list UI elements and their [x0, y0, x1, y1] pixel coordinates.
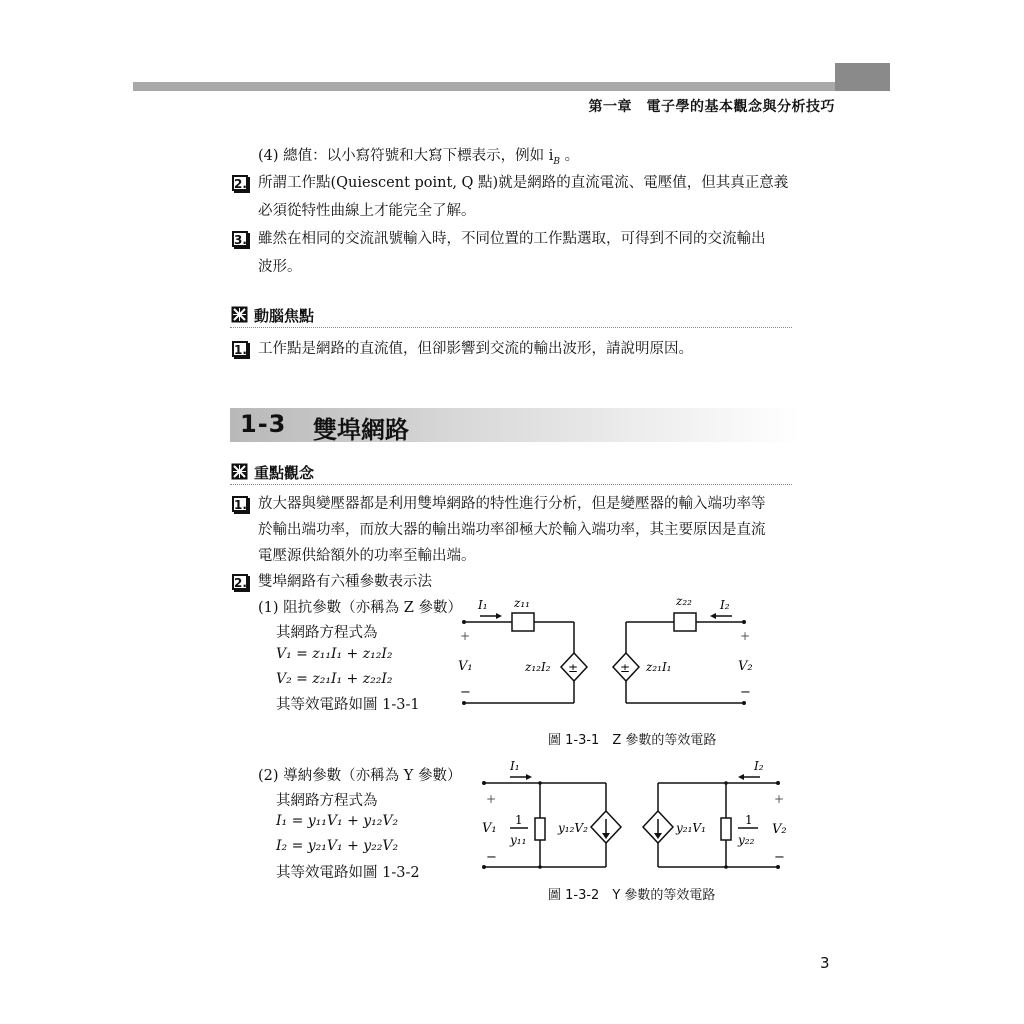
y-params-eq-intro: 其網路方程式為	[276, 793, 378, 809]
z-label-minus-left: −	[460, 685, 471, 700]
concept-1-number: 1.	[234, 498, 247, 512]
z-params-circuit	[450, 590, 770, 720]
concept-1-line-3: 電壓源供給額外的功率至輸出端。	[258, 548, 476, 564]
brainstorm-icon	[231, 306, 248, 323]
y-params-circuit	[470, 755, 800, 880]
z-label-plus-right: +	[740, 629, 751, 643]
chapter-title: 第一章 電子學的基本觀念與分析技巧	[588, 99, 835, 115]
y-label-y21v1: y₂₁V₁	[676, 821, 706, 835]
concept-2-line-1: 雙埠網路有六種參數表示法	[258, 574, 432, 590]
point-3-line-2: 波形。	[258, 259, 302, 275]
key-concepts-divider	[230, 484, 792, 485]
concept-2-number: 2.	[234, 576, 247, 590]
y-label-y22: y₂₂	[738, 833, 755, 847]
brainstorm-divider	[230, 327, 792, 328]
y-params-eq1: I₁ = y₁₁V₁ + y₁₂V₂	[276, 813, 399, 829]
z-params-heading: (1) 阻抗參數（亦稱為 Z 參數）	[258, 600, 462, 616]
concept-1-line-1: 放大器與變壓器都是利用雙埠網路的特性進行分析，但是變壓器的輸入端功率等	[258, 496, 766, 512]
z-params-eq2: V₂ = z₂₁I₁ + z₂₂I₂	[276, 671, 393, 687]
y-params-heading: (2) 導納參數（亦稱為 Y 參數）	[258, 768, 462, 784]
item-4: (4) 總值：以小寫符號和大寫下標表示，例如 $i_B$ 。	[258, 148, 580, 167]
brainstorm-title: 動腦焦點	[254, 307, 315, 325]
key-concepts-icon	[231, 463, 248, 480]
y-label-y11: y₁₁	[510, 833, 527, 847]
z-params-eq1: V₁ = z₁₁I₁ + z₁₂I₂	[276, 646, 393, 662]
section-number: 1-3	[240, 410, 287, 438]
brainstorm-q1-number: 1.	[234, 343, 247, 357]
y-params-eq2: I₂ = y₂₁V₁ + y₂₂V₂	[276, 838, 399, 854]
z-label-z22: z₂₂	[676, 594, 692, 608]
z-label-v1: V₁	[458, 659, 473, 674]
y-label-one-right: 1	[745, 813, 753, 827]
z-params-eq-intro: 其網路方程式為	[276, 625, 378, 641]
section-title: 雙埠網路	[313, 416, 409, 444]
z-label-pm-right: ±	[620, 661, 631, 675]
y-label-y12v2: y₁₂V₂	[558, 821, 588, 835]
y-label-minus-right: −	[774, 850, 785, 865]
z-label-z11: z₁₁	[514, 596, 530, 610]
z-label-plus-left: +	[460, 629, 471, 643]
point-3-number: 3.	[234, 233, 247, 247]
point-3-line-1: 雖然在相同的交流訊號輸入時，不同位置的工作點選取，可得到不同的交流輸出	[258, 231, 766, 247]
z-params-ref: 其等效電路如圖 1-3-1	[276, 697, 420, 713]
concept-1-line-2: 於輸出端功率，而放大器的輸出端功率卻極大於輸入端功率，其主要原因是直流	[258, 522, 766, 538]
y-label-one-left: 1	[515, 813, 523, 827]
z-label-z21i1: z₂₁I₁	[646, 660, 672, 674]
y-label-plus-left: +	[486, 792, 497, 806]
y-label-i1: I₁	[510, 759, 520, 773]
z-label-v2: V₂	[738, 659, 753, 674]
y-label-minus-left: −	[486, 850, 497, 865]
brainstorm-q1: 工作點是網路的直流值，但卻影響到交流的輸出波形，請說明原因。	[258, 341, 693, 357]
point-2-line-1: 所謂工作點(Quiescent point, Q 點)就是網路的直流電流、電壓值，但其真正意義	[258, 175, 789, 191]
y-label-i2: I₂	[754, 759, 764, 773]
y-params-ref: 其等效電路如圖 1-3-2	[276, 865, 420, 881]
y-label-v2: V₂	[772, 822, 787, 837]
point-2-line-2: 必須從特性曲線上才能完全了解。	[258, 203, 476, 219]
y-params-caption: 圖 1-3-2 Y 參數的等效電路	[548, 888, 716, 903]
z-label-i1: I₁	[478, 598, 488, 612]
y-label-v1: V₁	[482, 821, 497, 836]
z-label-i2: I₂	[720, 598, 730, 612]
point-2-number: 2.	[234, 177, 247, 191]
z-label-z12i2: z₁₂I₂	[525, 660, 551, 674]
z-label-pm-left: ±	[568, 661, 579, 675]
y-label-plus-right: +	[774, 792, 785, 806]
z-params-caption: 圖 1-3-1 Z 參數的等效電路	[548, 733, 717, 748]
key-concepts-title: 重點觀念	[254, 464, 315, 482]
z-label-minus-right: −	[740, 685, 751, 700]
page-number: 3	[820, 954, 830, 972]
header-block	[835, 63, 890, 91]
header-bar	[133, 82, 835, 91]
